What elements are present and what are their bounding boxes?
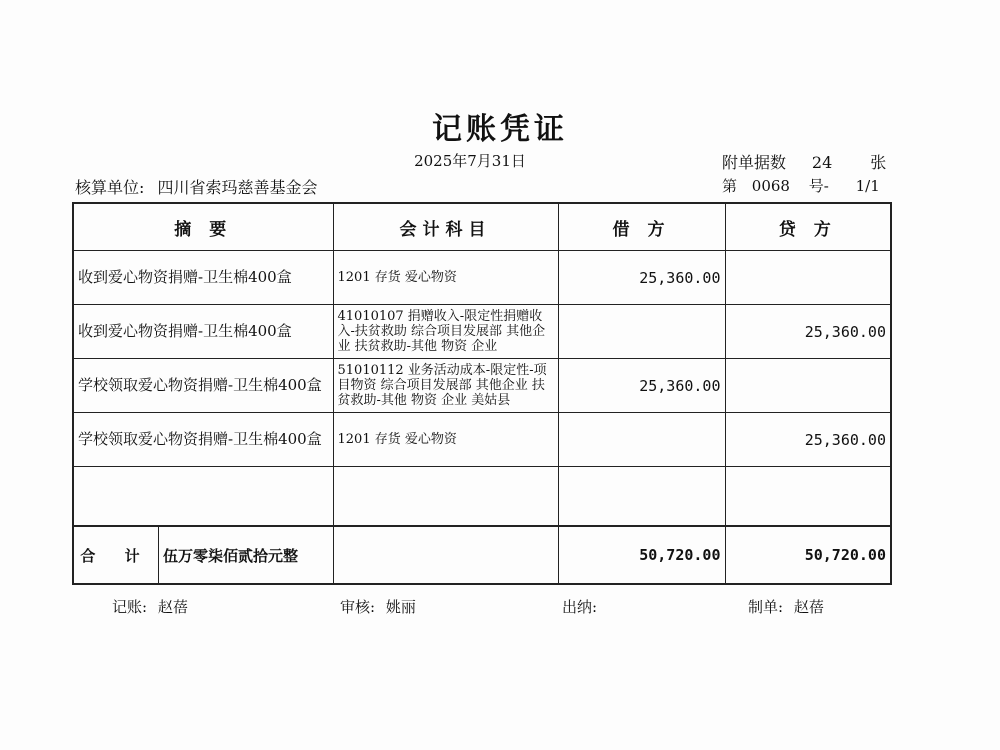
total-cell [73, 526, 333, 584]
table-row [73, 359, 891, 413]
row-summary: 收到爱心物资捐赠-卫生棉400盒 [73, 251, 333, 305]
row-subject: 51010112 业务活动成本-限定性-项目物资 综合项目发展部 其他企业 扶贫救助-其他 物资 企业 美姑县 [333, 359, 558, 413]
table-row [73, 413, 891, 467]
total-credit: 50,720.00 [725, 526, 891, 584]
table-row [73, 251, 891, 305]
total-row [73, 526, 891, 584]
voucher-date: 2025年7月31日 [414, 152, 526, 170]
cashier-label: 出纳: [562, 598, 598, 616]
header-subject: 会计科目 [333, 203, 558, 251]
total-subject-empty [333, 526, 558, 584]
footer-bookkeeper [112, 596, 188, 617]
row-summary: 学校领取爱心物资捐赠-卫生棉400盒 [73, 413, 333, 467]
total-label: 合 计 [74, 527, 159, 583]
total-words: 伍万零柒佰贰拾元整 [163, 546, 299, 565]
maker-name: 赵蓓 [793, 598, 824, 616]
row-credit [725, 467, 891, 527]
row-debit [558, 413, 725, 467]
row-credit [725, 359, 891, 413]
row-subject: 1201 存货 爱心物资 [333, 251, 558, 305]
attachment-unit: 张 [870, 153, 887, 172]
row-debit [558, 467, 725, 527]
footer-cashier [562, 596, 603, 617]
voucher-no-value: 0068 [751, 177, 790, 195]
unit-label: 核算单位: [75, 178, 145, 197]
footer-maker [748, 596, 824, 617]
bookkeeper-label: 记账: [112, 598, 148, 616]
row-debit [558, 305, 725, 359]
footer-reviewer [340, 596, 416, 617]
voucher-page: 1/1 [855, 177, 880, 195]
header-summary: 摘 要 [73, 203, 333, 251]
row-subject: 1201 存货 爱心物资 [333, 413, 558, 467]
maker-label: 制单: [748, 598, 784, 616]
voucher-suffix: 号- [808, 177, 829, 195]
attachment-info [722, 150, 886, 173]
total-debit: 50,720.00 [558, 526, 725, 584]
attachment-count: 24 [811, 153, 833, 172]
row-credit: 25,360.00 [725, 305, 891, 359]
voucher-number [722, 175, 880, 196]
row-summary: 收到爱心物资捐赠-卫生棉400盒 [73, 305, 333, 359]
reviewer-label: 审核: [340, 598, 376, 616]
row-debit: 25,360.00 [558, 251, 725, 305]
reviewer-name: 姚丽 [385, 598, 416, 616]
table-row-empty [73, 467, 891, 527]
accounting-unit [75, 175, 318, 198]
header-debit: 借 方 [558, 203, 725, 251]
row-credit [725, 251, 891, 305]
table-header-row [73, 203, 891, 251]
bookkeeper-name: 赵蓓 [157, 598, 188, 616]
attachment-label: 附单据数 [722, 153, 787, 172]
voucher-table [72, 202, 892, 585]
row-credit: 25,360.00 [725, 413, 891, 467]
row-summary: 学校领取爱心物资捐赠-卫生棉400盒 [73, 359, 333, 413]
voucher-title: 记账凭证 [432, 112, 568, 147]
row-debit: 25,360.00 [558, 359, 725, 413]
unit-name: 四川省索玛慈善基金会 [157, 178, 318, 197]
voucher-prefix: 第 [722, 177, 738, 195]
row-summary [73, 467, 333, 527]
table-row [73, 305, 891, 359]
row-subject [333, 467, 558, 527]
row-subject: 41010107 捐赠收入-限定性捐赠收入-扶贫救助 综合项目发展部 其他企业 扶贫救助-其他 物资 企业 [333, 305, 558, 359]
header-credit: 贷 方 [725, 203, 891, 251]
